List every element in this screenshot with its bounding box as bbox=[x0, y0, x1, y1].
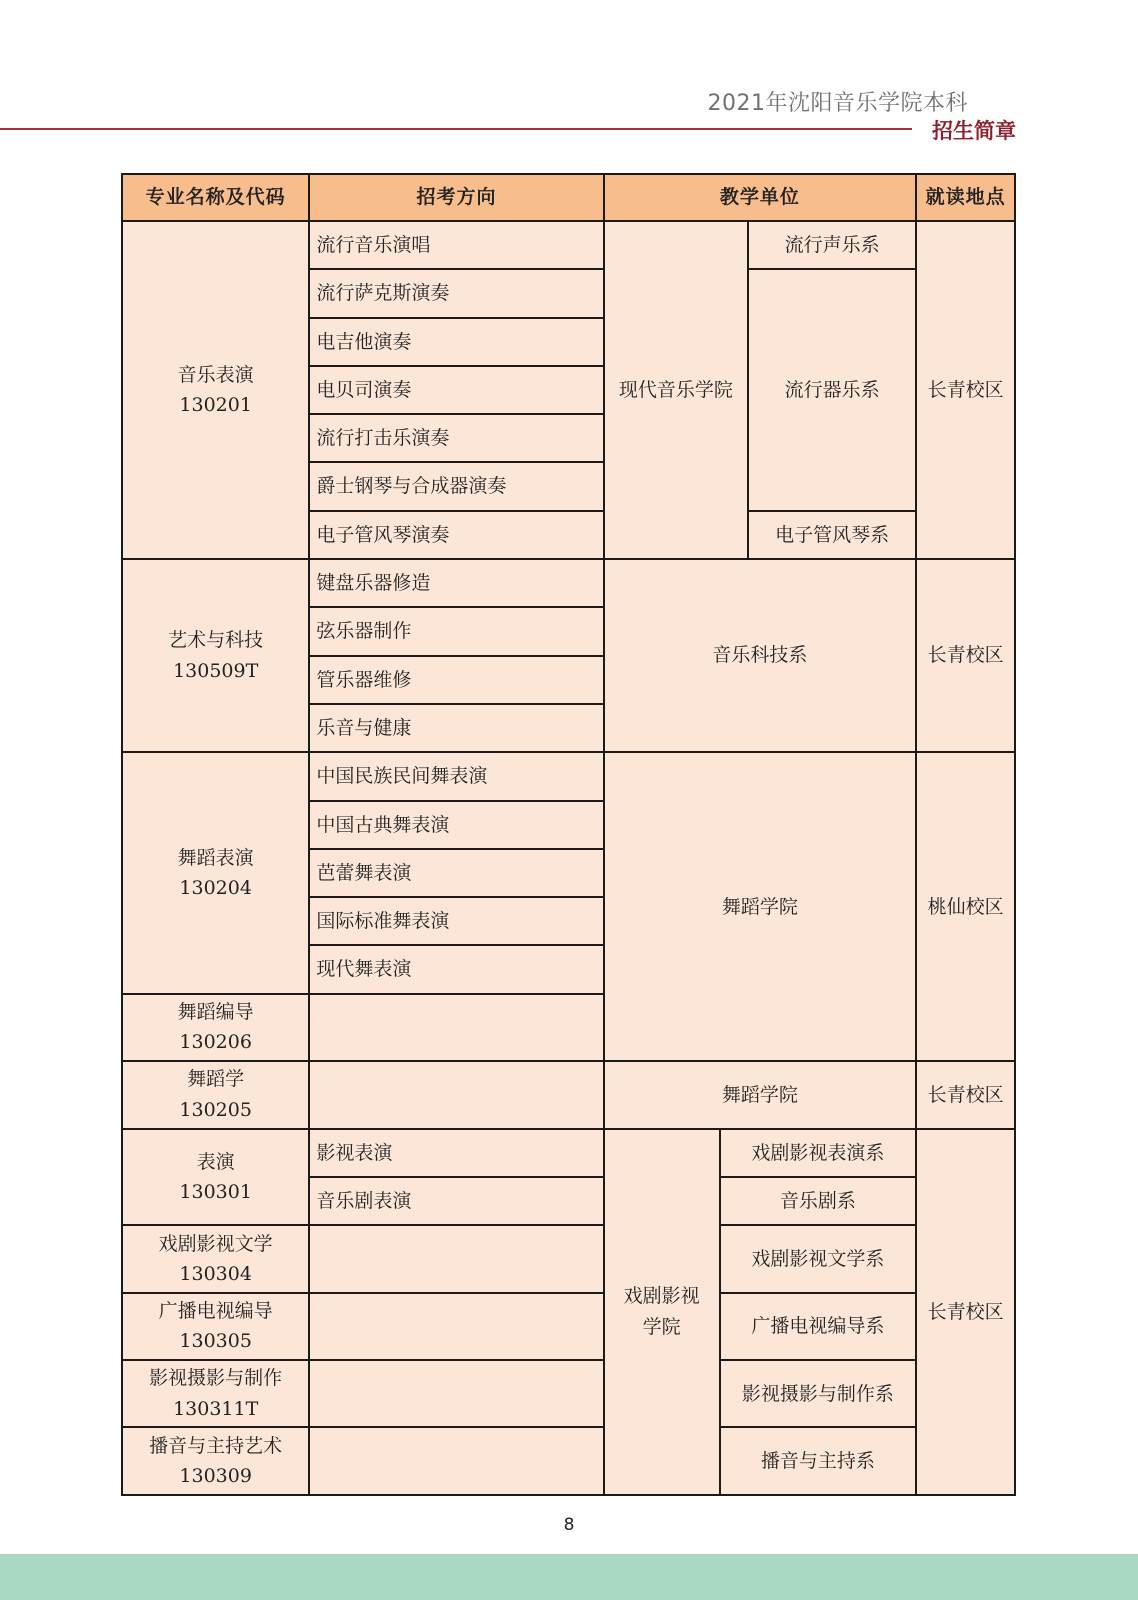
major-cell: 音乐表演 130201 bbox=[122, 221, 309, 559]
column-header-major: 专业名称及代码 bbox=[122, 174, 309, 221]
department-cell: 播音与主持系 bbox=[720, 1427, 917, 1495]
major-cell: 表演 130301 bbox=[122, 1129, 309, 1226]
major-cell: 舞蹈表演 130204 bbox=[122, 752, 309, 993]
major-cell: 艺术与科技 130509T bbox=[122, 559, 309, 752]
department-cell: 广播电视编导系 bbox=[720, 1293, 917, 1360]
department-cell: 流行器乐系 bbox=[748, 269, 916, 510]
location-cell: 桃仙校区 bbox=[916, 752, 1015, 1061]
direction-cell: 流行萨克斯演奏 bbox=[309, 269, 603, 317]
location-cell: 长青校区 bbox=[916, 221, 1015, 559]
major-cell: 广播电视编导 130305 bbox=[122, 1293, 309, 1360]
admissions-table bbox=[121, 173, 1016, 1496]
direction-cell: 音乐剧表演 bbox=[309, 1177, 603, 1225]
direction-cell: 流行音乐演唱 bbox=[309, 221, 603, 269]
department-cell: 流行声乐系 bbox=[748, 221, 916, 269]
table-row bbox=[122, 221, 1015, 269]
major-cell: 舞蹈编导 130206 bbox=[122, 994, 309, 1061]
column-header-unit: 教学单位 bbox=[604, 174, 917, 221]
direction-cell-empty bbox=[309, 1225, 603, 1292]
table-row bbox=[122, 1360, 1015, 1427]
direction-cell: 电贝司演奏 bbox=[309, 366, 603, 414]
major-cell: 戏剧影视文学 130304 bbox=[122, 1225, 309, 1292]
direction-cell: 芭蕾舞表演 bbox=[309, 849, 603, 897]
direction-cell: 键盘乐器修造 bbox=[309, 559, 603, 607]
table-row bbox=[122, 1293, 1015, 1360]
header-row bbox=[122, 174, 1015, 221]
table-row bbox=[122, 1129, 1015, 1177]
department-cell: 音乐剧系 bbox=[720, 1177, 917, 1225]
unit-cell: 戏剧影视 学院 bbox=[604, 1129, 720, 1495]
footer-band bbox=[0, 1554, 1138, 1600]
direction-cell: 影视表演 bbox=[309, 1129, 603, 1177]
major-cell: 播音与主持艺术 130309 bbox=[122, 1427, 309, 1495]
column-header-location: 就读地点 bbox=[916, 174, 1015, 221]
direction-cell: 管乐器维修 bbox=[309, 656, 603, 704]
table-row bbox=[122, 752, 1015, 800]
direction-cell-empty bbox=[309, 1061, 603, 1128]
department-cell: 影视摄影与制作系 bbox=[720, 1360, 917, 1427]
direction-cell-empty bbox=[309, 1427, 603, 1495]
direction-cell-empty bbox=[309, 1293, 603, 1360]
page-number: 8 bbox=[563, 1515, 575, 1535]
column-header-direction: 招考方向 bbox=[309, 174, 603, 221]
direction-cell: 乐音与健康 bbox=[309, 704, 603, 752]
major-cell: 舞蹈学 130205 bbox=[122, 1061, 309, 1128]
unit-cell: 现代音乐学院 bbox=[604, 221, 749, 559]
unit-cell: 舞蹈学院 bbox=[604, 1061, 917, 1128]
table-row bbox=[122, 1427, 1015, 1495]
direction-cell: 现代舞表演 bbox=[309, 945, 603, 993]
department-cell: 电子管风琴系 bbox=[748, 511, 916, 559]
table-row bbox=[122, 1061, 1015, 1128]
location-cell: 长青校区 bbox=[916, 1129, 1015, 1495]
brochure-title: 2021年沈阳音乐学院本科 bbox=[707, 91, 968, 116]
direction-cell: 电吉他演奏 bbox=[309, 318, 603, 366]
direction-cell: 弦乐器制作 bbox=[309, 607, 603, 655]
direction-cell: 电子管风琴演奏 bbox=[309, 511, 603, 559]
unit-cell: 音乐科技系 bbox=[604, 559, 917, 752]
direction-cell: 流行打击乐演奏 bbox=[309, 414, 603, 462]
direction-cell: 国际标准舞表演 bbox=[309, 897, 603, 945]
admissions-table-container bbox=[121, 173, 1016, 1496]
direction-cell: 爵士钢琴与合成器演奏 bbox=[309, 462, 603, 510]
department-cell: 戏剧影视文学系 bbox=[720, 1225, 917, 1292]
header-divider bbox=[0, 128, 912, 130]
location-cell: 长青校区 bbox=[916, 559, 1015, 752]
direction-cell: 中国民族民间舞表演 bbox=[309, 752, 603, 800]
department-cell: 戏剧影视表演系 bbox=[720, 1129, 917, 1177]
brochure-subtitle: 招生简章 bbox=[932, 119, 1016, 143]
location-cell: 长青校区 bbox=[916, 1061, 1015, 1128]
direction-cell-empty bbox=[309, 994, 603, 1061]
direction-cell-empty bbox=[309, 1360, 603, 1427]
unit-cell: 舞蹈学院 bbox=[604, 752, 917, 1061]
major-cell: 影视摄影与制作 130311T bbox=[122, 1360, 309, 1427]
direction-cell: 中国古典舞表演 bbox=[309, 801, 603, 849]
table-row bbox=[122, 1225, 1015, 1292]
table-row bbox=[122, 559, 1015, 607]
